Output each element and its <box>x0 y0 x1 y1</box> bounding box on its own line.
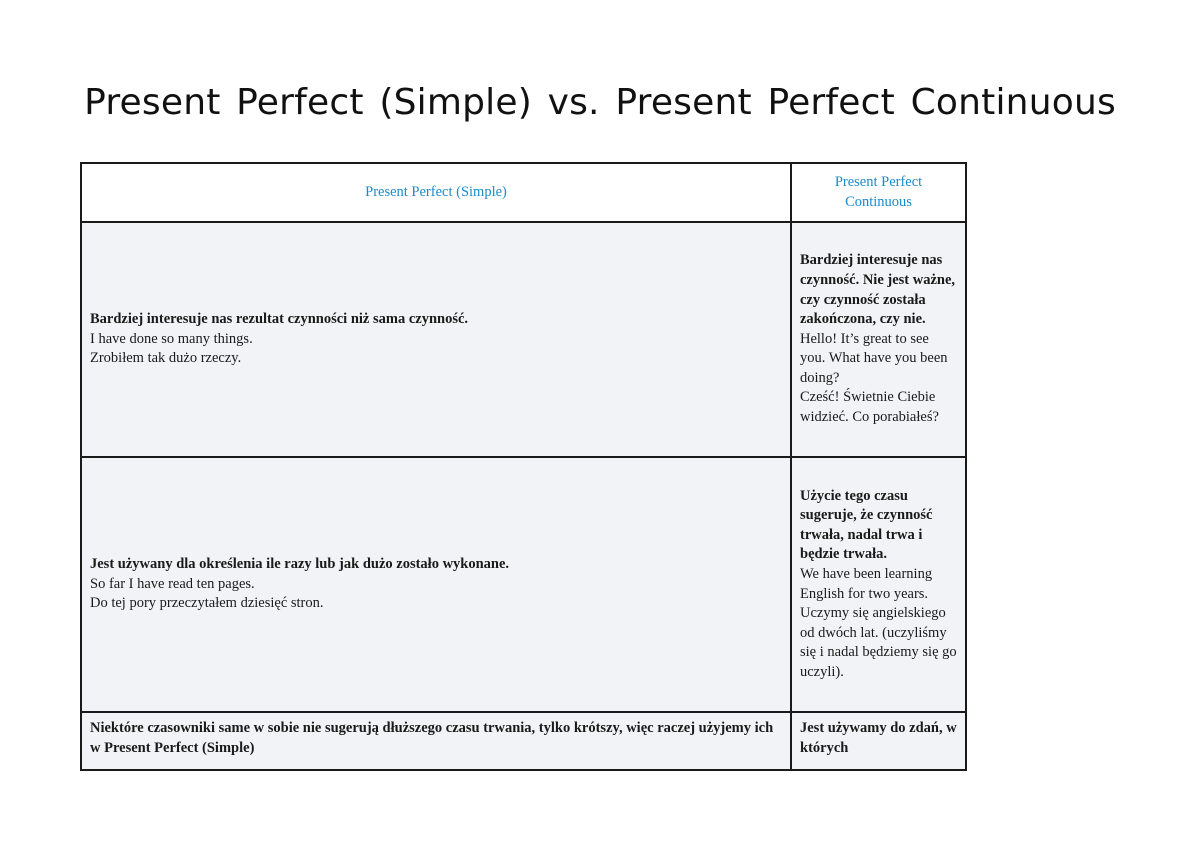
example-polish: Uczymy się angielskiego od dwóch lat. (uczyliśmy się i nadal będziemy się go uczyli). <box>800 605 957 680</box>
table-cell <box>81 457 791 712</box>
table-cell <box>791 222 966 457</box>
table-cell <box>81 222 791 457</box>
example-polish: Do tej pory przeczytałem dziesięć stron. <box>90 595 324 612</box>
table-row <box>81 222 966 457</box>
rule-text: Jest używamy do zdań, w których <box>800 720 957 756</box>
header-present-perfect-simple: Present Perfect (Simple) <box>81 163 791 222</box>
table-row <box>81 457 966 712</box>
comparison-table <box>80 162 967 771</box>
table-cell <box>791 712 966 770</box>
rule-text: Użycie tego czasu sugeruje, że czynność trwała, nadal trwa i będzie trwała. <box>800 487 933 563</box>
example-english: We have been learning English for two years. <box>800 565 933 602</box>
rule-text: Jest używany dla określenia ile razy lub jak dużo zostało wykonane. <box>90 556 510 573</box>
example-english: I have done so many things. <box>90 330 253 347</box>
table-row <box>81 712 966 770</box>
header-present-perfect-continuous: Present Perfect Continuous <box>791 163 966 222</box>
example-english: So far I have read ten pages. <box>90 575 255 592</box>
rule-text: Bardziej interesuje nas czynność. Nie jest ważne, czy czynność została zakończona, czy nie. <box>800 252 956 328</box>
table-cell <box>791 457 966 712</box>
rule-text: Bardziej interesuje nas rezultat czynności niż sama czynność. <box>90 311 469 328</box>
rule-text: Niektóre czasowniki same w sobie nie sugerują dłuższego czasu trwania, tylko krótszy, więc raczej użyjemy ich w Present Perfect (Simple) <box>90 720 774 756</box>
table-cell <box>81 712 791 770</box>
example-english: Hello! It’s great to see you. What have you been doing? <box>800 330 948 386</box>
example-polish: Zrobiłem tak dużo rzeczy. <box>90 350 242 367</box>
example-polish: Cześć! Świetnie Ciebie widzieć. Co porabiałeś? <box>800 389 939 426</box>
page-title: Present Perfect (Simple) vs. Present Perfect Continuous <box>84 82 1116 123</box>
table-header-row <box>81 163 966 222</box>
